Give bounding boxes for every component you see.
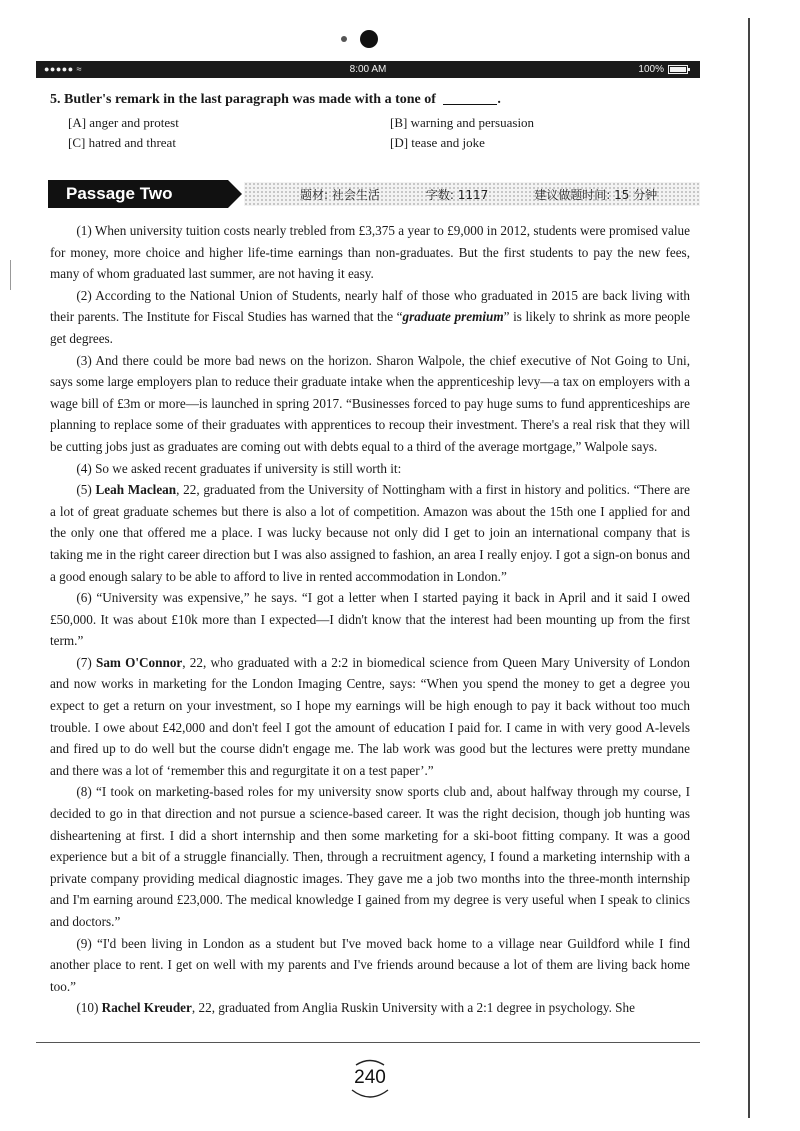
battery-status — [638, 61, 688, 78]
paragraph-10 — [50, 997, 690, 1019]
option-key: [D] — [390, 135, 409, 150]
paragraph-2-start: (2) According to the National Union of Students, nearly half of those who graduated in 2015 are back living with their parents. The Institute for Fiscal Studies has warned that the “ — [50, 287, 690, 325]
page-number — [342, 1056, 398, 1100]
option-d[interactable] — [372, 133, 694, 153]
paragraph-7-text: , 22, who graduated with a 2:2 in biomedical science from Queen Mary University of London and now works in marketing for the London Imaging Centre, says: “When you spend the money to get a degree you expect to get a return on your investment, so I hope my earnings will be high enough to pay it back without too much trouble. I owe about £42,000 and don't feel I got the amount of education I paid for. I came in with very good A-levels and fired up to do well but the course didn't engage me. The lab work was good but the lectures were pretty mundane and there was a lot of ‘remember this and regurgitate it on a test paper’.” — [50, 654, 690, 778]
question-stem — [50, 90, 700, 110]
battery-icon — [668, 65, 688, 74]
signal-icon: ●●●●● ≈ — [44, 64, 83, 74]
answer-blank — [443, 91, 497, 105]
paragraph-2-end: ” is likely to shrink as more people get degrees. — [50, 309, 690, 346]
option-key: [B] — [390, 115, 408, 130]
paragraph-3: (3) And there could be more bad news on the horizon. Sharon Walpole, the chief executive of Not Going to Uni, says some large employers plan to reduce their graduate intake when the apprenticeship levy—a tax on employers with a wage bill of £3m or more—is launched in spring 2017. “Businesses forced to pay huge sums to fund apprenticeships are planning to replace some of their graduates with apprentices to recoup their investment. There's a real risk that they will be cutting jobs just as graduates are coming out with debts equal to a third of the average mortgage,” Walpole says. — [50, 352, 690, 454]
option-text: tease and joke — [411, 135, 485, 150]
battery-percent: 100% — [638, 64, 664, 75]
question-5 — [50, 90, 700, 153]
page-edge-line — [748, 18, 750, 1118]
option-text: hatred and threat — [88, 135, 176, 150]
option-text: warning and persuasion — [410, 115, 535, 130]
paragraph-9: (9) “I'd been living in London as a student but I've moved back home to a village near Guildford while I find another place to rent. I get on well with my parents and I've friends around because a lot of them are living back home too.” — [50, 935, 690, 994]
option-a[interactable] — [50, 113, 372, 133]
option-c[interactable] — [50, 133, 372, 153]
option-key: [A] — [68, 115, 87, 130]
passage-meta — [244, 182, 700, 206]
answer-options — [50, 113, 700, 153]
paragraph-1: (1) When university tuition costs nearly trebled from £3,375 a year to £9,000 in 2012, students were promised value for money, more choice and higher life-time earnings than non-graduates. But the first students to pay the new fees, many of whom graduated last summer, are not having it easy. — [50, 223, 690, 282]
paragraph-8: (8) “I took on marketing-based roles for my university snow sports club and, about halfway through my course, I decided to go in that direction and not pursue a science-based career. It was the right decision, though job hunting was disheartening at first. I did a short internship and then some marketing for a ski-boot fitting company. It was a good experience but a bit of a struggle financially. Then, through a recruitment agency, I found a marketing internship with a private company providing medical diagnostic images. They gave me a job two months into the three-month internship and I'm earning around £23,000. The medical knowledge I gained from my degree is very useful when I speak to clinics and doctors.” — [50, 784, 690, 929]
paragraph-4: (4) So we asked recent graduates if university is still worth it: — [76, 460, 402, 476]
paragraph-6: (6) “University was expensive,” he says. “I got a letter when I started paying it back in April and it said I owed £50,000. It was about £10k more than I expected—I didn't know that the interest had been mounting up from the first term.” — [50, 590, 690, 649]
passage-word-count: 字数: 1117 — [425, 187, 489, 202]
status-time: 8:00 AM — [349, 64, 387, 75]
graduate-premium-term: graduate premium — [402, 309, 504, 325]
paragraph-7-number: (7) — [76, 654, 96, 670]
paragraph-7-name: Sam O'Connor — [95, 654, 183, 670]
binding-hole-dot — [360, 30, 378, 48]
page-number-text: 240 — [354, 1067, 386, 1088]
option-text: anger and protest — [89, 115, 179, 130]
question-stem-end: . — [497, 92, 501, 107]
question-number: 5. — [50, 92, 61, 107]
paragraph-10-name: Rachel Kreuder — [101, 1000, 192, 1016]
option-key: [C] — [68, 135, 86, 150]
fold-mark — [10, 260, 11, 290]
passage-header — [48, 180, 700, 208]
passage-topic: 题材: 社会生活 — [300, 187, 380, 202]
paragraph-5 — [50, 479, 690, 587]
paragraph-10-text: , 22, graduated from Anglia Ruskin University with a 2:1 degree in psychology. She — [191, 1000, 635, 1016]
paragraph-5-number: (5) — [76, 482, 96, 498]
footer-rule — [36, 1042, 700, 1043]
paragraph-5-name: Leah Maclean — [95, 482, 177, 498]
passage-suggested-time: 建议做题时间: 15 分钟 — [534, 187, 658, 202]
status-bar — [36, 61, 700, 78]
option-b[interactable] — [372, 113, 694, 133]
passage-body — [50, 220, 690, 1019]
question-text: Butler's remark in the last paragraph was made with a tone of — [64, 92, 436, 107]
paragraph-2 — [50, 285, 690, 350]
paragraph-10-number: (10) — [76, 1000, 102, 1016]
passage-title: Passage Two — [48, 180, 228, 208]
small-dot-ornament — [341, 36, 347, 42]
paragraph-7 — [50, 652, 690, 782]
top-ornament — [0, 28, 800, 50]
paragraph-5-text: , 22, graduated from the University of Nottingham with a first in history and politics. “There are a lot of great graduate schemes but there is also a lot of competition. Amazon was about the 15th one I applied for and the only one that offered me a place. I was lucky because not only did I get to join an international company that is taking me in the right career direction but I was also assigned to fashion, an area I really enjoy. I got a sign-on bonus and a good enough salary to be able to afford to live in rented accommodation in London.” — [50, 482, 690, 584]
